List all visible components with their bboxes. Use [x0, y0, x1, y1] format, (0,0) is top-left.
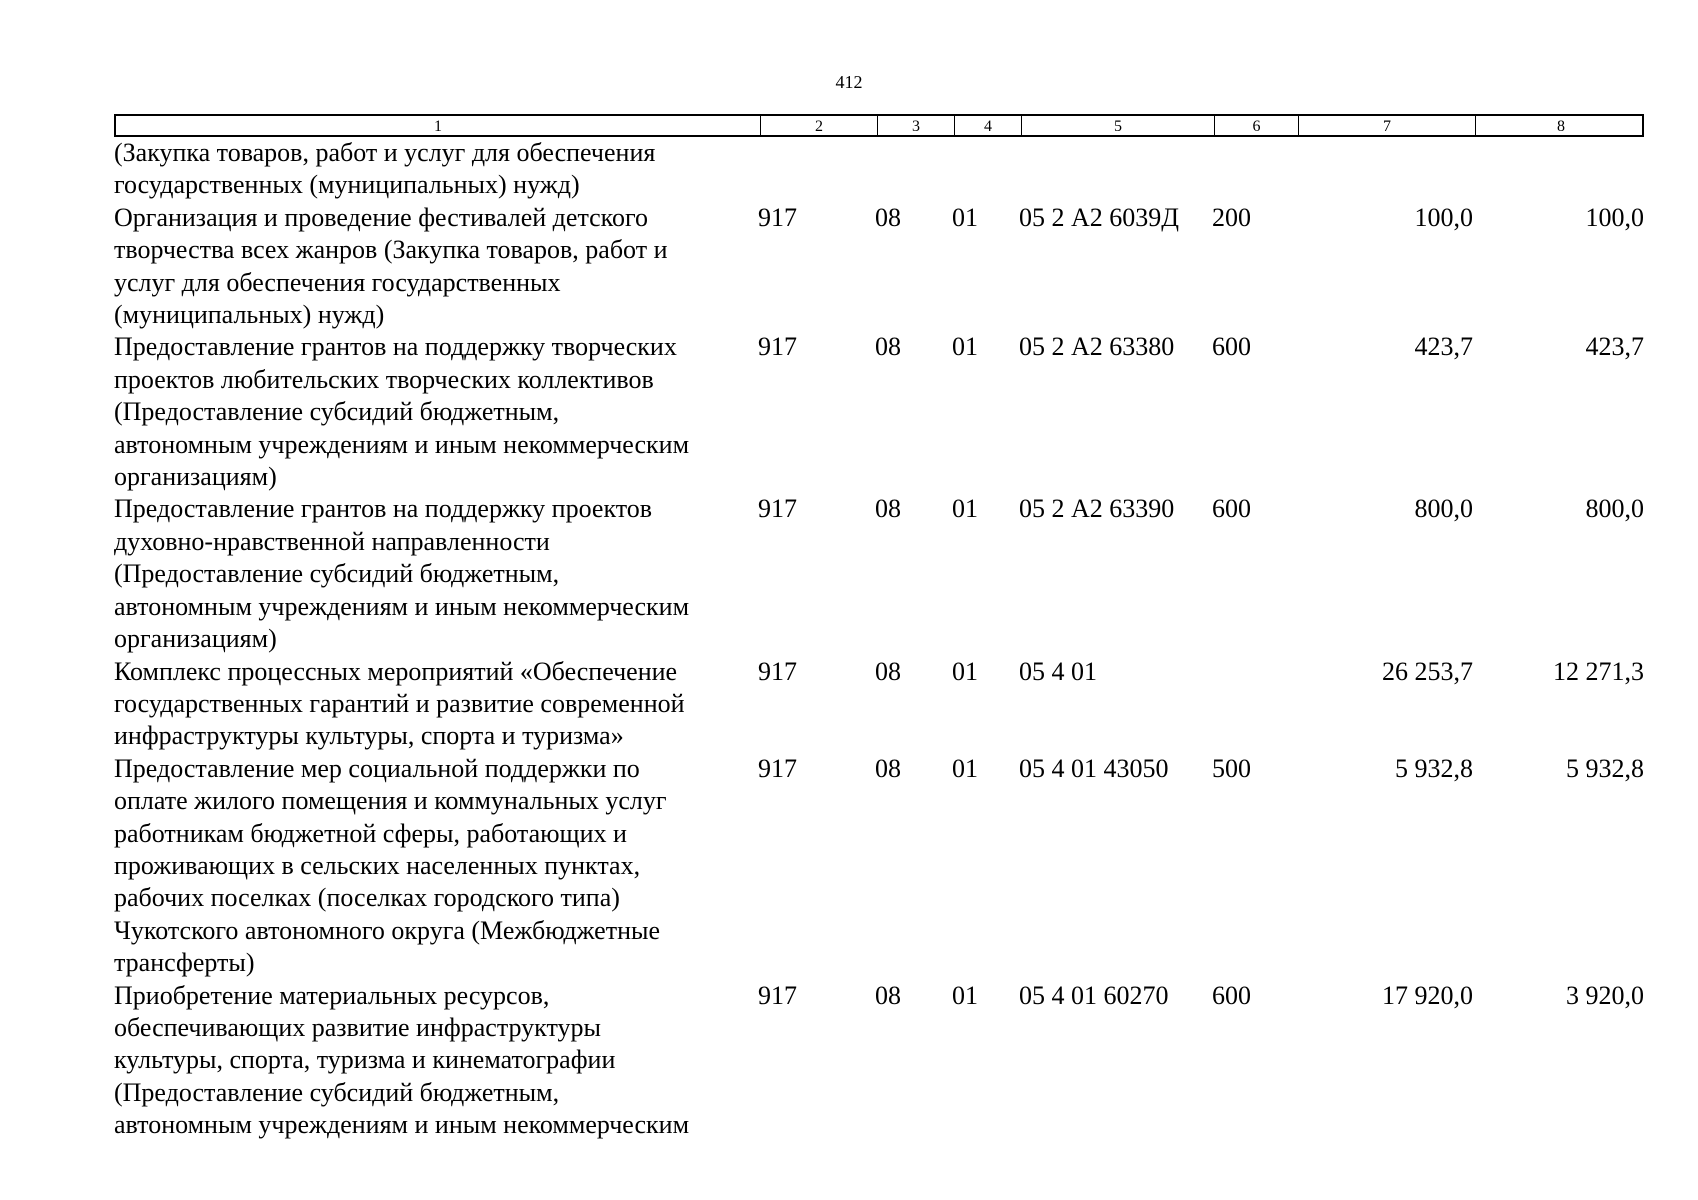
row-col-5: 05 2 А2 63390 — [1019, 494, 1175, 524]
header-col-6: 6 — [1214, 116, 1298, 137]
row-col-8 — [1473, 137, 1644, 202]
row-col-5: 05 4 01 — [1019, 656, 1097, 686]
row-col-4: 01 — [952, 494, 978, 524]
page-number: 412 — [835, 72, 863, 92]
row-col-6: 600 — [1212, 494, 1251, 524]
row-col-3: 08 — [875, 202, 901, 232]
row-col-2: 917 — [758, 494, 797, 524]
row-col-7: 800,0 — [1414, 494, 1473, 524]
row-col-2: 917 — [758, 753, 797, 783]
row-col-6: 200 — [1212, 202, 1251, 232]
table-header — [114, 114, 1644, 137]
row-col-6 — [1212, 656, 1296, 753]
row-col-6: 600 — [1212, 980, 1251, 1010]
row-col-2: 917 — [758, 980, 797, 1010]
header-col-7: 7 — [1298, 116, 1475, 137]
row-col-5: 05 2 А2 63380 — [1019, 332, 1175, 362]
row-col-3: 08 — [875, 494, 901, 524]
row-name: Приобретение материальных ресурсов, обеспечивающих развитие инфраструктуры культуры, спорта, туризма и кинематографии (Предоставление субсидий бюджетным, автономным учреждениям и иным некоммерческим — [114, 980, 690, 1140]
row-col-2: 917 — [758, 332, 797, 362]
header-col-4: 4 — [954, 116, 1021, 137]
row-col-6 — [1212, 137, 1296, 202]
header-col-5: 5 — [1021, 116, 1214, 137]
row-col-8: 5 932,8 — [1566, 753, 1644, 783]
row-col-6: 600 — [1212, 332, 1251, 362]
table-row — [114, 202, 1644, 332]
row-col-3 — [875, 137, 952, 202]
row-col-7: 5 932,8 — [1395, 753, 1473, 783]
row-col-5: 05 4 01 60270 — [1019, 980, 1169, 1010]
row-col-3: 08 — [875, 656, 901, 686]
table-row — [114, 493, 1644, 655]
table-row — [114, 753, 1644, 980]
row-col-7: 100,0 — [1414, 202, 1473, 232]
row-name: Предоставление мер социальной поддержки по оплате жилого помещения и коммунальных услуг работникам бюджетной сферы, работающих и проживающих в сельских населенных пунктах, рабочих поселках (поселках городского типа) Чукотского автономного округа (Межбюджетные трансферты) — [114, 753, 667, 978]
row-col-6: 500 — [1212, 753, 1251, 783]
row-col-5: 05 2 А2 6039Д — [1019, 202, 1180, 232]
row-col-4: 01 — [952, 332, 978, 362]
row-col-3: 08 — [875, 980, 901, 1010]
row-col-8: 100,0 — [1585, 202, 1644, 232]
row-col-2: 917 — [758, 656, 797, 686]
header-col-8: 8 — [1475, 116, 1646, 137]
row-col-4: 01 — [952, 753, 978, 783]
row-name: Предоставление грантов на поддержку проектов духовно-нравственной направленности (Предоставление субсидий бюджетным, автономным учреждениям и иным некоммерческим организациям) — [114, 494, 690, 654]
row-name: Предоставление грантов на поддержку творческих проектов любительских творческих коллективов (Предоставление субсидий бюджетным, автономным учреждениям и иным некоммерческим организациям) — [114, 332, 690, 492]
row-col-2: 917 — [758, 202, 797, 232]
row-col-8: 12 271,3 — [1553, 656, 1644, 686]
row-col-8: 3 920,0 — [1566, 980, 1644, 1010]
row-col-4: 01 — [952, 202, 978, 232]
row-col-4 — [952, 137, 1019, 202]
row-col-2 — [758, 137, 875, 202]
row-col-7: 26 253,7 — [1382, 656, 1473, 686]
table-row — [114, 331, 1644, 493]
row-name: (Закупка товаров, работ и услуг для обеспечения государственных (муниципальных) нужд) — [114, 138, 656, 200]
row-col-7 — [1296, 137, 1473, 202]
header-col-3: 3 — [877, 116, 954, 137]
row-col-8: 800,0 — [1585, 494, 1644, 524]
table-row — [114, 656, 1644, 753]
row-col-8: 423,7 — [1585, 332, 1644, 362]
header-col-2: 2 — [760, 116, 877, 137]
budget-table — [114, 114, 1644, 1142]
row-col-7: 423,7 — [1414, 332, 1473, 362]
row-col-7: 17 920,0 — [1382, 980, 1473, 1010]
row-name: Организация и проведение фестивалей детского творчества всех жанров (Закупка товаров, работ и услуг для обеспечения государственных (муниципальных) нужд) — [114, 202, 668, 330]
row-col-4: 01 — [952, 980, 978, 1010]
row-col-3: 08 — [875, 332, 901, 362]
header-col-1: 1 — [434, 118, 442, 135]
row-col-5 — [1019, 137, 1212, 202]
row-name: Комплекс процессных мероприятий «Обеспечение государственных гарантий и развитие современной инфраструктуры культуры, спорта и туризма» — [114, 656, 685, 751]
table-row — [114, 980, 1644, 1142]
row-col-5: 05 4 01 43050 — [1019, 753, 1169, 783]
table-row — [114, 137, 1644, 202]
row-col-3: 08 — [875, 753, 901, 783]
row-col-4: 01 — [952, 656, 978, 686]
